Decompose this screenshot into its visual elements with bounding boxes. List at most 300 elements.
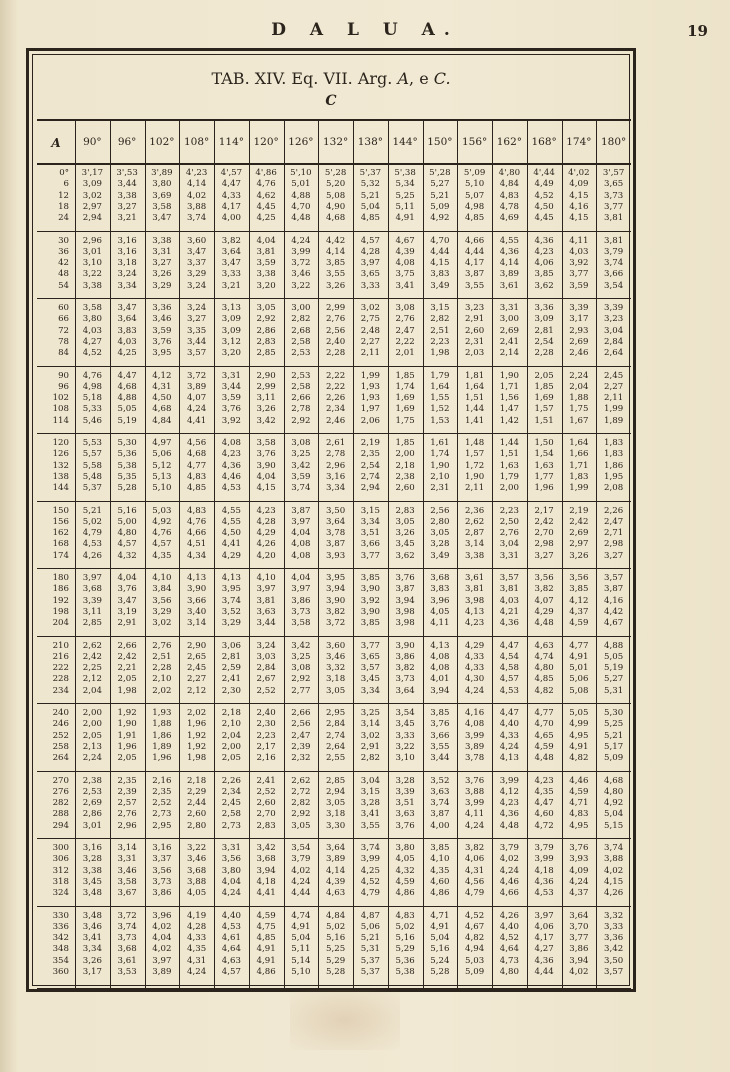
table-cell: 1,88 [569, 393, 589, 404]
table-cell: 4,83 [395, 910, 415, 921]
table-cell: 3,99 [465, 730, 485, 741]
table-cell: 3,94 [256, 865, 276, 876]
table-cell: 2,53 [291, 348, 311, 359]
table-cell: 2,54 [534, 336, 554, 347]
table-cell: 2,97 [82, 201, 102, 212]
table-cell: 4,67 [465, 921, 485, 932]
table-cell: 3,67 [117, 888, 137, 899]
table-cell: 3,29 [187, 269, 207, 280]
table-cell: 4,52 [499, 933, 519, 944]
table-cell: 4,24 [569, 876, 589, 887]
table-cell: 2,66 [291, 708, 311, 718]
table-cell: 2,45 [604, 370, 624, 381]
table-cell: 3,63 [256, 606, 276, 617]
table-cell: 5,05 [117, 404, 137, 415]
table-cell: 1,63 [534, 460, 554, 471]
table-cell: 5,04 [291, 933, 311, 944]
table-cell: 4,00 [221, 213, 241, 224]
table-cell: 4,11 [465, 809, 485, 820]
angle-label: 234 [52, 685, 69, 696]
table-cell: 4,12 [499, 786, 519, 797]
table-cell: 5,34 [395, 179, 415, 190]
table-cell: 3,93 [569, 854, 589, 865]
table-cell: 2,69 [82, 798, 102, 809]
table-cell: 3,04 [360, 775, 380, 786]
table-cell: 3,57 [187, 348, 207, 359]
angle-label: 36 [58, 246, 69, 257]
table-cell: 4,05 [430, 606, 450, 617]
table-cell: 2,04 [221, 730, 241, 741]
table-cell: 3,74 [221, 595, 241, 606]
table-cell: 4,97 [152, 438, 172, 448]
table-cell: 4,50 [152, 393, 172, 404]
table-cell: 4,78 [499, 201, 519, 212]
table-cell: 4,66 [187, 528, 207, 539]
table-cell: 2,56 [291, 719, 311, 730]
table-cell: 2,51 [152, 651, 172, 662]
table-cell: 3,15 [360, 505, 380, 516]
table-cell: 4,36 [499, 618, 519, 629]
table-cell: 3,68 [430, 573, 450, 583]
table-cell: 2,66 [291, 393, 311, 404]
table-cell: 3,90 [360, 606, 380, 617]
table-cell: 2,00 [82, 719, 102, 730]
table-cell: 4,98 [82, 381, 102, 392]
table-cell: 3,45 [360, 674, 380, 685]
table-cell: 3,27 [117, 201, 137, 212]
table-cell: 3,56 [152, 865, 172, 876]
table-cell: 3,64 [395, 685, 415, 696]
table-cell: 2,76 [152, 640, 172, 651]
table-cell: 4,52 [534, 190, 554, 201]
table-cell: 4,20 [256, 550, 276, 561]
table-cell: 2,42 [117, 651, 137, 662]
table-cell: 5,25 [326, 944, 346, 955]
table-subtitle: C [325, 93, 337, 109]
table-cell: 5,06 [360, 921, 380, 932]
table-cell: 4,10 [256, 573, 276, 583]
table-cell: 3,48 [82, 910, 102, 921]
table-cell: 2,23 [256, 730, 276, 741]
table-cell: 2,39 [117, 786, 137, 797]
table-cell: 3,72 [326, 618, 346, 629]
table-cell: 2,83 [256, 820, 276, 831]
table-cell: 3,42 [604, 944, 624, 955]
table-cell: 1,92 [187, 741, 207, 752]
table-cell: 3,72 [291, 258, 311, 269]
angle-label: 324 [52, 888, 69, 899]
table-cell: 4,04 [291, 528, 311, 539]
table-cell: 2,58 [221, 809, 241, 820]
table-cell: 3,57 [499, 573, 519, 583]
table-cell: 2,83 [256, 336, 276, 347]
table-cell: 3,25 [291, 449, 311, 460]
group-rule [37, 366, 631, 367]
table-cell: 3,75 [395, 269, 415, 280]
table-cell: 4,27 [534, 944, 554, 955]
table-cell: 5,19 [117, 415, 137, 426]
column-header: 150° [427, 136, 453, 148]
table-cell: 3,55 [430, 741, 450, 752]
table-cell: 3,44 [430, 753, 450, 764]
table-cell: 2,18 [187, 775, 207, 786]
table-cell: 4,18 [534, 865, 554, 876]
table-cell: 4,73 [499, 955, 519, 966]
table-cell: 2,52 [256, 786, 276, 797]
table-cell: 3,99 [499, 775, 519, 786]
table-cell: 4,26 [499, 910, 519, 921]
table-cell: 4,24 [465, 820, 485, 831]
table-cell: 3,79 [291, 854, 311, 865]
table-cell: 1,47 [499, 404, 519, 415]
table-cell: 3,87 [395, 584, 415, 595]
table-cell: 2,26 [604, 505, 624, 516]
table-cell: 4,50 [534, 201, 554, 212]
table-cell: 4,95 [569, 730, 589, 741]
angle-label: 336 [52, 921, 69, 932]
table-cell: 3,40 [187, 606, 207, 617]
column-rule [110, 119, 111, 988]
table-cell: 4,55 [221, 516, 241, 527]
table-cell: 5',28 [324, 168, 347, 178]
table-cell: 3,95 [152, 348, 172, 359]
table-cell: 3,66 [604, 269, 624, 280]
table-cell: 2,06 [360, 415, 380, 426]
table-cell: 3,09 [82, 179, 102, 190]
table-cell: 3,26 [395, 528, 415, 539]
table-cell: 2,75 [360, 314, 380, 325]
table-cell: 1,50 [534, 438, 554, 448]
table-cell: 3,86 [569, 944, 589, 955]
table-cell: 3,89 [187, 381, 207, 392]
table-cell: 3,56 [534, 573, 554, 583]
column-header: 120° [253, 136, 279, 148]
table-cell: 3,97 [291, 516, 311, 527]
table-cell: 1,44 [499, 438, 519, 448]
table-cell: 4,76 [187, 516, 207, 527]
table-cell: 3,95 [326, 573, 346, 583]
table-cell: 5,31 [604, 685, 624, 696]
table-cell: 2,94 [326, 786, 346, 797]
table-cell: 5,21 [360, 190, 380, 201]
table-cell: 3,25 [291, 651, 311, 662]
table-cell: 3,46 [187, 854, 207, 865]
table-cell: 3,72 [117, 910, 137, 921]
table-cell: 2,81 [221, 651, 241, 662]
table-cell: 4,33 [465, 651, 485, 662]
table-cell: 3,47 [221, 258, 241, 269]
table-cell: 4,24 [221, 888, 241, 899]
table-cell: 4,85 [360, 213, 380, 224]
table-cell: 3,77 [360, 550, 380, 561]
table-cell: 5',38 [394, 168, 416, 178]
column-header: 168° [531, 136, 557, 148]
table-cell: 3,26 [326, 280, 346, 291]
table-cell: 4,17 [534, 933, 554, 944]
table-cell: 2,22 [395, 336, 415, 347]
table-cell: 4,29 [534, 606, 554, 617]
table-cell: 4,47 [221, 179, 241, 190]
table-cell: 4,55 [221, 505, 241, 516]
table-cell: 1,91 [117, 730, 137, 741]
table-cell: 4,13 [221, 573, 241, 583]
table-cell: 1,77 [534, 471, 554, 482]
group-rule [37, 906, 631, 907]
table-cell: 3,38 [465, 550, 485, 561]
column-header: 102° [149, 136, 175, 148]
table-cell: 4,28 [360, 246, 380, 257]
table-cell: 4,33 [187, 933, 207, 944]
angle-label: 240 [52, 708, 69, 718]
table-cell: 3,44 [117, 179, 137, 190]
angle-label: 360 [52, 967, 69, 977]
table-cell: 2,11 [360, 348, 380, 359]
table-cell: 3,87 [291, 505, 311, 516]
table-cell: 1,83 [604, 438, 624, 448]
table-cell: 3,36 [604, 933, 624, 944]
table-cell: 3,05 [326, 685, 346, 696]
table-cell: 4,16 [604, 595, 624, 606]
angle-label: 246 [52, 719, 69, 730]
table-cell: 2,99 [256, 381, 276, 392]
table-cell: 3,92 [569, 258, 589, 269]
table-cell: 3,12 [221, 336, 241, 347]
table-cell: 2,74 [360, 471, 380, 482]
angle-label: 222 [52, 663, 69, 674]
table-cell: 4,57 [117, 539, 137, 550]
table-cell: 2,47 [604, 516, 624, 527]
angle-label: 54 [58, 280, 69, 291]
table-cell: 4,25 [360, 865, 380, 876]
table-cell: 4,83 [187, 505, 207, 516]
table-cell: 4,68 [604, 775, 624, 786]
table-cell: 3,68 [82, 584, 102, 595]
table-cell: 3,34 [326, 483, 346, 494]
table-cell: 2,98 [604, 539, 624, 550]
table-cell: 2,17 [534, 505, 554, 516]
table-cell: 4,59 [569, 786, 589, 797]
table-cell: 3,10 [82, 258, 102, 269]
table-cell: 5,16 [395, 933, 415, 944]
table-cell: 2,99 [326, 303, 346, 313]
table-cell: 5,03 [465, 955, 485, 966]
table-cell: 3,24 [187, 280, 207, 291]
table-cell: 3,58 [291, 618, 311, 629]
table-cell: 1,51 [465, 393, 485, 404]
table-cell: 4,64 [499, 944, 519, 955]
table-cell: 2,05 [221, 753, 241, 764]
table-cell: 5,11 [395, 201, 415, 212]
table-cell: 3,81 [604, 213, 624, 224]
table-cell: 1,74 [430, 449, 450, 460]
table-cell: 2,53 [82, 786, 102, 797]
table-cell: 4,79 [82, 528, 102, 539]
table-cell: 3',17 [81, 168, 104, 178]
table-cell: 3,56 [152, 595, 172, 606]
table-cell: 3,20 [221, 348, 241, 359]
angle-label: 60 [58, 303, 69, 313]
table-cell: 4,85 [534, 674, 554, 685]
table-cell: 4,28 [187, 921, 207, 932]
angle-label: 78 [58, 336, 69, 347]
table-cell: 1,66 [569, 449, 589, 460]
table-cell: 4,39 [395, 246, 415, 257]
table-cell: 4,02 [291, 865, 311, 876]
table-cell: 3,70 [569, 921, 589, 932]
table-cell: 3,65 [360, 269, 380, 280]
table-cell: 4',02 [568, 168, 590, 178]
table-cell: 4,13 [187, 573, 207, 583]
table-cell: 3,31 [221, 370, 241, 381]
table-cell: 3,38 [82, 280, 102, 291]
column-header: 132° [322, 136, 349, 148]
table-cell: 3,52 [430, 775, 450, 786]
table-cell: 3,74 [187, 213, 207, 224]
table-cell: 2,18 [221, 708, 241, 718]
angle-label: 156 [52, 516, 69, 527]
table-cell: 3,76 [430, 719, 450, 730]
table-cell: 3,85 [360, 573, 380, 583]
table-cell: 3,86 [291, 595, 311, 606]
table-cell: 3,55 [326, 269, 346, 280]
table-cell: 3,04 [499, 539, 519, 550]
table-cell: 1,95 [604, 471, 624, 482]
table-cell: 4,44 [430, 246, 450, 257]
angle-label: 180 [52, 573, 69, 583]
table-cell: 3,85 [360, 618, 380, 629]
table-cell: 3,52 [221, 606, 241, 617]
table-cell: 2,84 [326, 719, 346, 730]
table-cell: 2,86 [82, 809, 102, 820]
table-cell: 3,15 [430, 303, 450, 313]
table-cell: 2,90 [187, 640, 207, 651]
table-cell: 4,48 [534, 753, 554, 764]
table-cell: 3,90 [360, 584, 380, 595]
table-cell: 5',28 [429, 168, 451, 178]
table-cell: 1,79 [430, 370, 450, 381]
table-cell: 3,59 [291, 471, 311, 482]
angle-label: 138 [52, 471, 69, 482]
table-cell: 4,17 [465, 258, 485, 269]
group-rule [37, 298, 631, 299]
table-cell: 3,58 [256, 438, 276, 448]
table-cell: 4,02 [569, 967, 589, 977]
table-cell: 4,80 [499, 967, 519, 977]
table-cell: 4,92 [604, 798, 624, 809]
angle-label: 330 [52, 910, 69, 921]
table-cell: 3,80 [221, 865, 241, 876]
column-rule [527, 119, 528, 988]
table-cell: 4,48 [291, 213, 311, 224]
table-cell: 2,00 [82, 708, 102, 718]
table-cell: 2,70 [534, 528, 554, 539]
table-cell: 3,09 [534, 314, 554, 325]
table-cell: 3,14 [465, 539, 485, 550]
angle-label: 168 [52, 539, 69, 550]
table-cell: 4,36 [499, 246, 519, 257]
table-cell: 4,26 [604, 888, 624, 899]
table-cell: 1,99 [569, 483, 589, 494]
table-cell: 4,91 [291, 921, 311, 932]
table-cell: 5,36 [117, 449, 137, 460]
table-cell: 4,23 [256, 505, 276, 516]
table-cell: 5,01 [291, 179, 311, 190]
table-cell: 3,74 [117, 921, 137, 932]
table-cell: 2,21 [117, 663, 137, 674]
table-cell: 4,77 [534, 708, 554, 718]
table-cell: 3,42 [256, 415, 276, 426]
table-cell: 4,45 [534, 213, 554, 224]
table-cell: 3,46 [291, 269, 311, 280]
table-cell: 3,68 [256, 854, 276, 865]
table-cell: 2,22 [326, 370, 346, 381]
table-cell: 3,34 [82, 944, 102, 955]
table-cell: 3,61 [117, 955, 137, 966]
table-cell: 4,35 [187, 944, 207, 955]
table-cell: 4,86 [395, 888, 415, 899]
table-cell: 3,88 [465, 786, 485, 797]
table-cell: 3,16 [117, 235, 137, 246]
table-cell: 2,65 [187, 651, 207, 662]
row-header-label: A [51, 136, 61, 150]
table-cell: 3,47 [117, 595, 137, 606]
table-cell: 3,78 [326, 528, 346, 539]
table-cell: 3',57 [602, 168, 625, 178]
table-cell: 3,80 [152, 179, 172, 190]
table-cell: 4,46 [221, 471, 241, 482]
table-cell: 2,26 [221, 775, 241, 786]
table-cell: 3,08 [395, 303, 415, 313]
table-cell: 4,91 [569, 651, 589, 662]
table-cell: 2,13 [82, 741, 102, 752]
angle-label: 348 [52, 944, 69, 955]
table-cell: 4,29 [465, 640, 485, 651]
table-cell: 4,76 [256, 179, 276, 190]
table-cell: 4,70 [291, 201, 311, 212]
table-cell: 2,56 [430, 505, 450, 516]
table-cell: 2,10 [430, 471, 450, 482]
table-cell: 2,76 [395, 314, 415, 325]
table-cell: 3',53 [116, 168, 138, 178]
table-cell: 2,73 [152, 809, 172, 820]
angle-label: 294 [52, 820, 69, 831]
table-cell: 3,73 [395, 674, 415, 685]
table-cell: 2,94 [82, 213, 102, 224]
table-cell: 5,09 [430, 201, 450, 212]
table-cell: 5,21 [82, 505, 102, 516]
table-cell: 3,94 [569, 955, 589, 966]
table-cell: 4,63 [534, 640, 554, 651]
table-cell: 2,14 [499, 348, 519, 359]
table-cell: 3,62 [395, 550, 415, 561]
table-cell: 5,35 [117, 471, 137, 482]
angle-label: 306 [52, 854, 69, 865]
table-cell: 3,79 [534, 843, 554, 853]
table-cell: 5,20 [326, 179, 346, 190]
angle-label: 12 [58, 190, 69, 201]
table-cell: 5,11 [291, 944, 311, 955]
table-cell: 4,69 [499, 213, 519, 224]
table-cell: 3,81 [499, 584, 519, 595]
table-cell: 3,32 [604, 910, 624, 921]
table-cell: 4,04 [221, 876, 241, 887]
table-cell: 5,01 [569, 663, 589, 674]
column-header: 180° [600, 136, 627, 148]
table-cell: 4,56 [465, 876, 485, 887]
table-cell: 4,07 [534, 595, 554, 606]
table-cell: 3,66 [360, 539, 380, 550]
table-cell: 4,23 [499, 798, 519, 809]
